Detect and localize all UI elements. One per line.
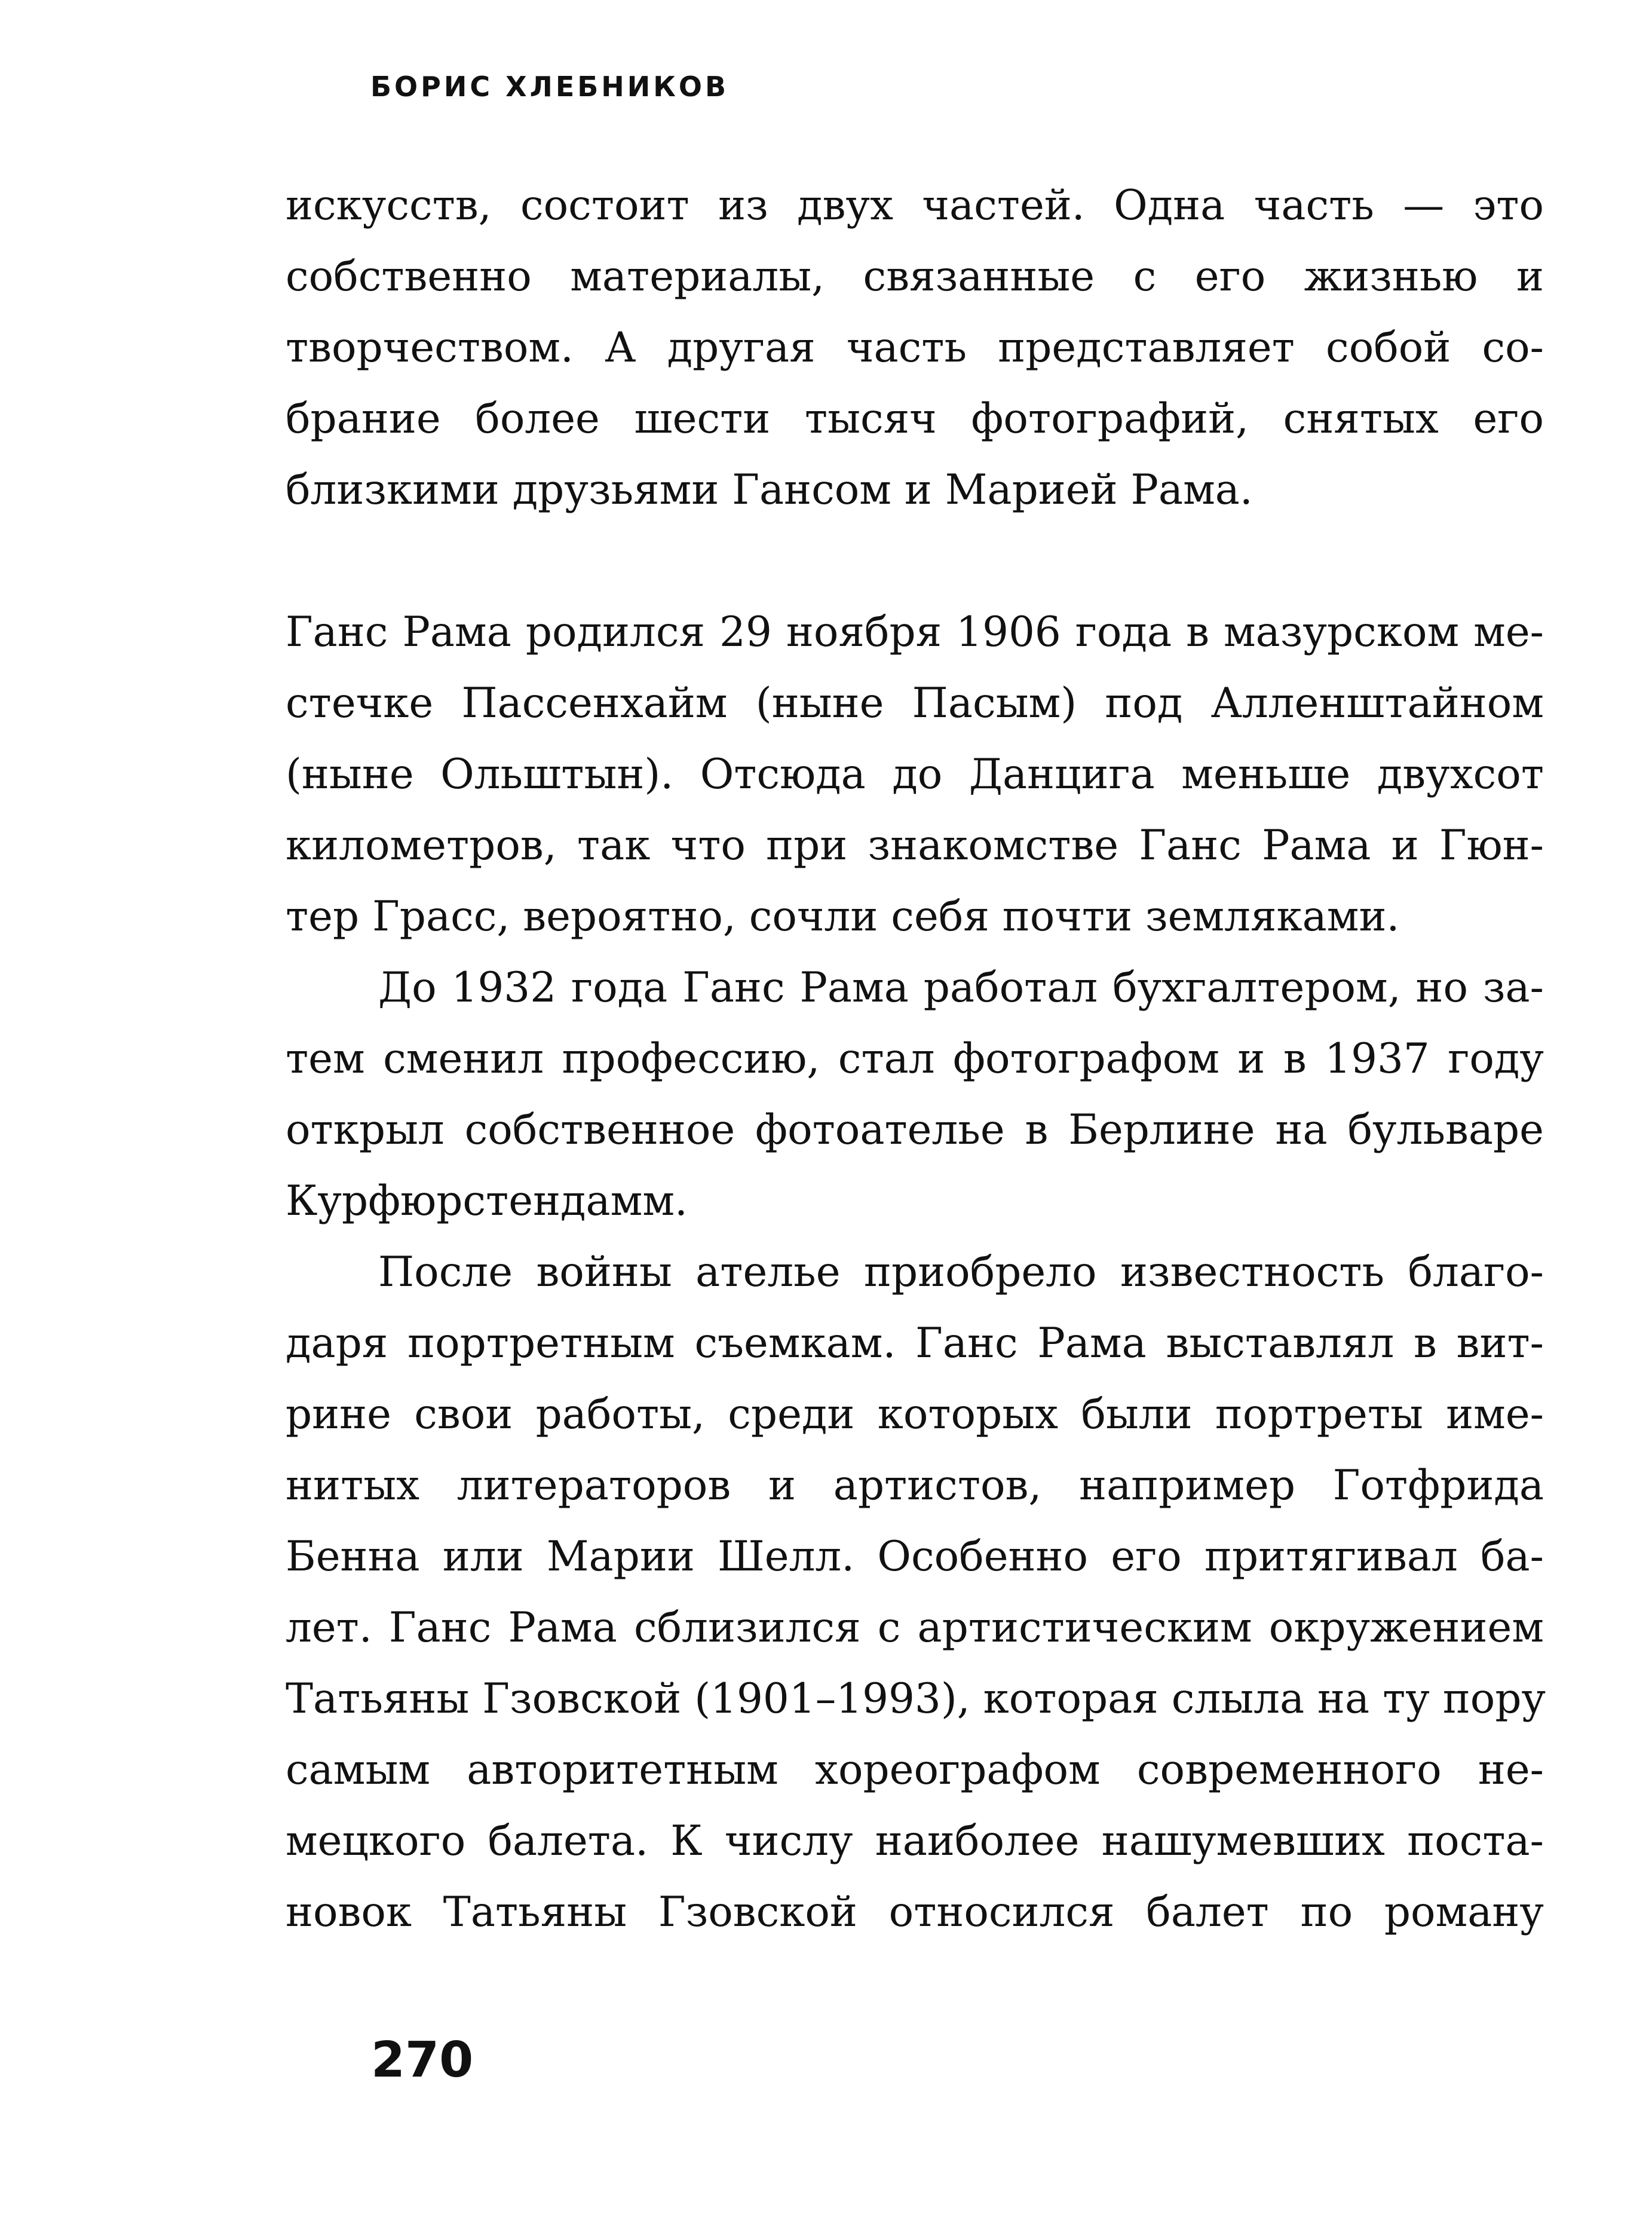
text-line: тем сменил профессию, стал фотографом и в 1937 году	[286, 1035, 1544, 1083]
text-line: километров, так что при знакомстве Ганс Рама и Гюн-	[286, 822, 1544, 869]
text-line: искусств, состоит из двух частей. Одна часть — это	[286, 182, 1544, 229]
text-line: творчеством. А другая часть представляет собой со-	[286, 324, 1544, 372]
text-line: открыл собственное фотоателье в Берлине на бульваре	[286, 1106, 1544, 1154]
body-text	[286, 170, 1544, 1948]
text-line: Бенна или Марии Шелл. Особенно его притягивал ба-	[286, 1533, 1544, 1581]
text-line: рине свои работы, среди которых были портреты име-	[286, 1391, 1544, 1438]
text-line: мецкого балета. К числу наиболее нашумевших поста-	[286, 1817, 1544, 1865]
text-line: Курфюрстендамм.	[286, 1177, 688, 1225]
text-line: нитых литераторов и артистов, например Готфрида	[286, 1462, 1544, 1509]
text-line: лет. Ганс Рама сблизился с артистическим окружением	[286, 1604, 1544, 1652]
text-line: До 1932 года Ганс Рама работал бухгалтером, но за-	[378, 964, 1544, 1012]
text-line: близкими друзьями Гансом и Марией Рама.	[286, 466, 1253, 514]
text-line: даря портретным съемкам. Ганс Рама выставлял в вит-	[286, 1319, 1544, 1367]
text-line: Татьяны Гзовской (1901–1993), которая слыла на ту пору	[286, 1675, 1546, 1723]
text-line: Ганс Рама родился 29 ноября 1906 года в мазурском ме-	[286, 608, 1544, 656]
text-line: стечке Пассенхайм (ныне Пасым) под Алленштайном	[286, 679, 1544, 727]
section-break	[286, 526, 1544, 597]
text-line: собственно материалы, связанные с его жизнью и	[286, 253, 1544, 301]
page-number: 270	[371, 2032, 474, 2089]
text-line: новок Татьяны Гзовской относился балет по роману	[286, 1888, 1544, 1936]
text-line: тер Грасс, вероятно, сочли себя почти земляками.	[286, 893, 1400, 941]
text-line: После войны ателье приобрело известность благо-	[378, 1248, 1544, 1296]
text-line: самым авторитетным хореографом современного не-	[286, 1746, 1544, 1794]
text-line: брание более шести тысяч фотографий, снятых его	[286, 395, 1544, 443]
running-head: БОРИС ХЛЕБНИКОВ	[370, 71, 730, 103]
text-line: (ныне Ольштын). Отсюда до Данцига меньше двухсот	[286, 751, 1544, 798]
